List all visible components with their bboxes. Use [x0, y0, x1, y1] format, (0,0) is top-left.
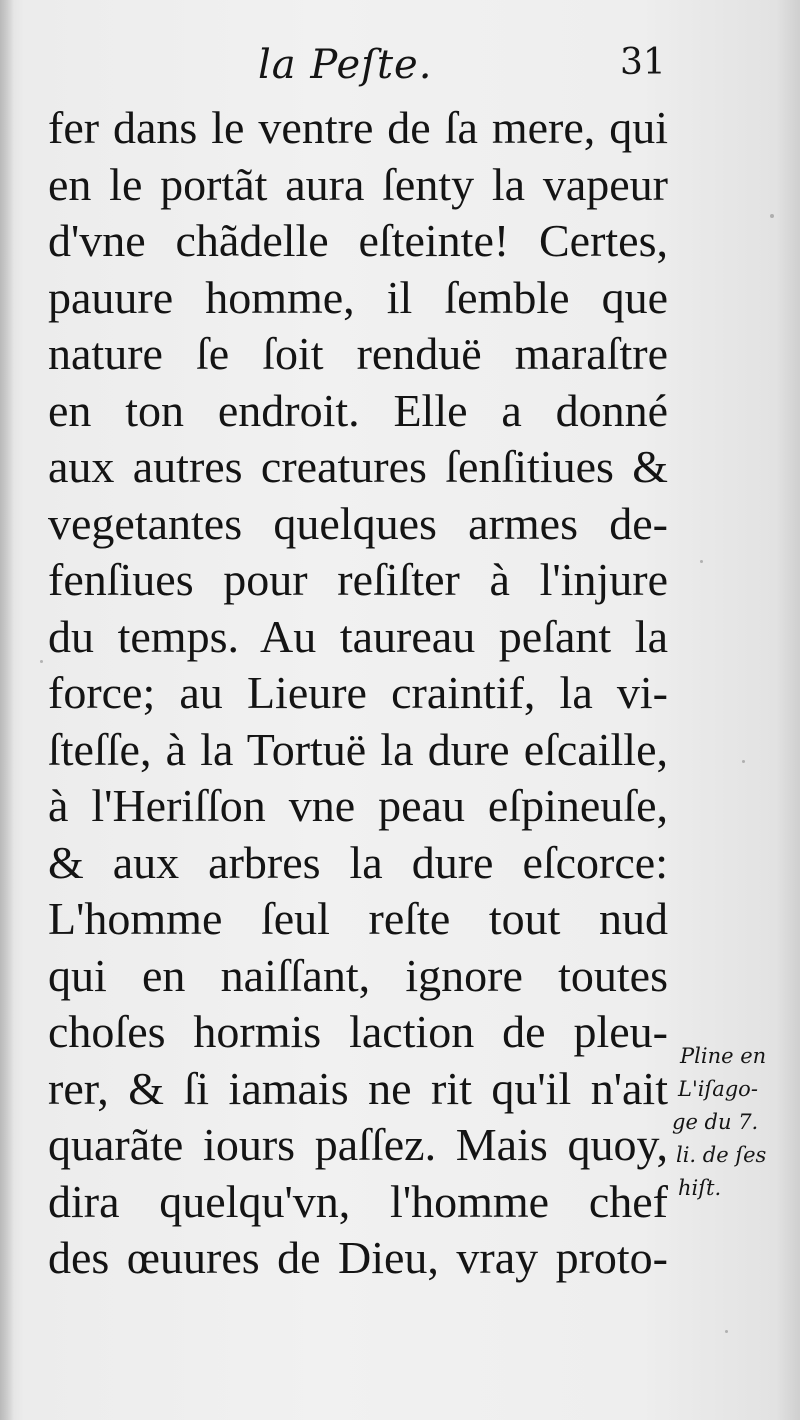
paper-speck [770, 214, 774, 218]
margin-note-line: Pline en [680, 1044, 767, 1068]
paper-speck [725, 1330, 728, 1333]
text-line: vegetantes quelques armes de- [48, 497, 668, 549]
text-line: L'homme ſeul reſte tout nud [48, 893, 668, 944]
text-line: à l'Heriſſon vne peau eſpineuſe, [48, 780, 668, 831]
text-line: & aux arbres la dure eſcorce: [48, 836, 668, 888]
text-line: quarãte iours paſſez. Mais quoy, [48, 1119, 668, 1170]
text-line: des œuures de Dieu, vray proto- [48, 1232, 668, 1283]
text-line: pauure homme, il ſemble que [48, 271, 668, 323]
paper-speck [40, 660, 43, 663]
text-line: rer, & ſi iamais ne rit qu'il n'ait [48, 1062, 668, 1114]
text-line: en le portãt aura ſenty la vapeur [48, 158, 668, 210]
text-line: nature ſe ſoit renduë maraſtre [48, 328, 668, 379]
text-line: fer dans le ventre de ſa mere, qui [48, 102, 668, 153]
text-line: fenſiues pour reſiſter à l'injure [48, 554, 668, 605]
paper-speck [700, 560, 703, 563]
margin-note-line: ge du 7. [672, 1110, 759, 1134]
text-line: ſteſſe, à la Tortuë la dure eſcaille, [48, 723, 668, 775]
paper-speck [742, 760, 745, 763]
text-line: aux autres creatures ſenſitiues & [48, 441, 668, 492]
text-line: du temps. Au taureau peſant la [48, 610, 668, 662]
margin-note-line: L'iſago- [678, 1077, 758, 1101]
page-header [0, 38, 800, 98]
text-line: choſes hormis laction de pleu- [48, 1006, 668, 1057]
margin-note [672, 1040, 796, 1205]
body-text [48, 100, 668, 1287]
text-line: force; au Lieure craintif, la vi- [48, 667, 668, 718]
running-title: la Peſte. [258, 42, 433, 88]
text-line: en ton endroit. Elle a donné [48, 384, 668, 436]
text-line: qui en naiſſant, ignore toutes [48, 949, 668, 1001]
margin-note-line: hiſt. [678, 1176, 722, 1200]
margin-note-line: li. de ſes [676, 1143, 767, 1167]
text-line: dira quelqu'vn, l'homme chef [48, 1175, 668, 1227]
page-number: 31 [620, 42, 666, 83]
text-line: d'vne chãdelle eſteinte! Certes, [48, 215, 668, 266]
